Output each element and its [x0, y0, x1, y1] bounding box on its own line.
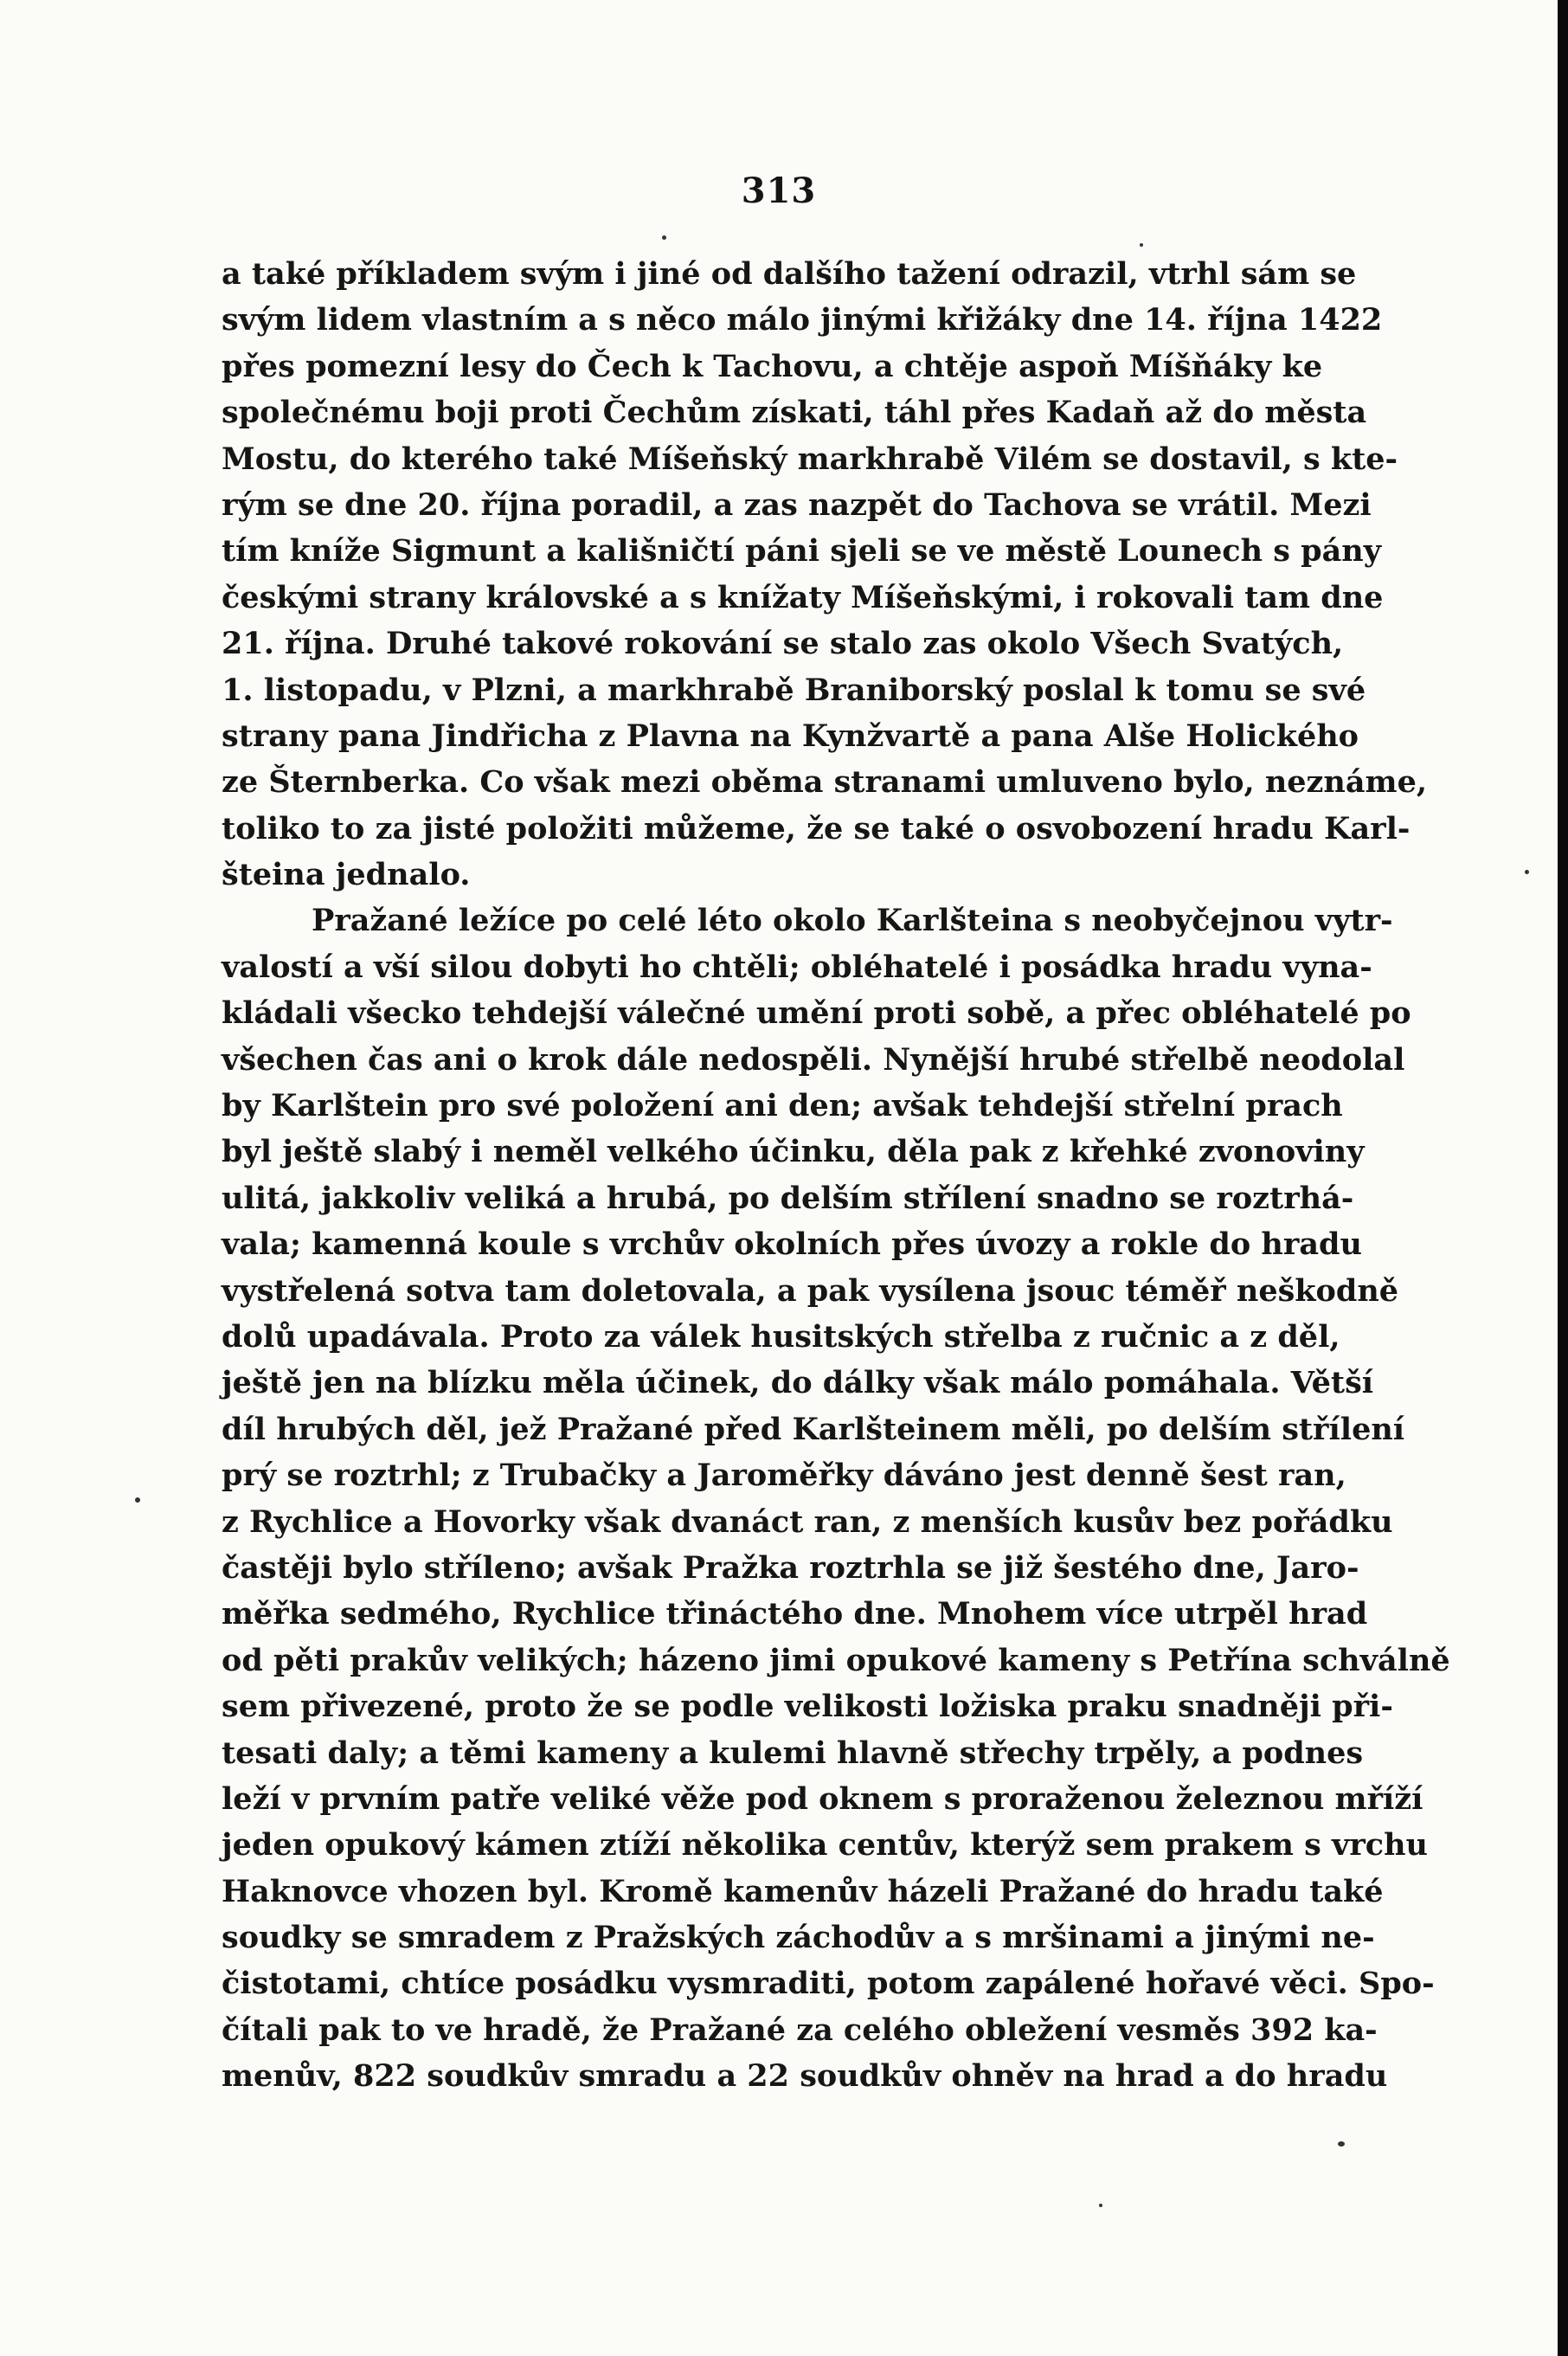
scan-speck: [1525, 870, 1529, 874]
text-line: všechen čas ani o krok dále nedospěli. Nynější hrubé střelbě neodolal: [222, 1041, 1405, 1078]
text-line: 1. listopadu, v Plzni, a markhrabě Braniborský poslal k tomu se své: [222, 672, 1366, 708]
text-line: ještě jen na blízku měla účinek, do dálky však málo pomáhala. Větší: [222, 1365, 1374, 1401]
text-line: Pražané ležíce po celé léto okolo Karlšteina s neobyčejnou vytr-: [312, 903, 1393, 939]
text-line: soudky se smradem z Pražských záchodův a s mršinami a jinými ne-: [222, 1920, 1375, 1956]
scan-speck: [662, 235, 666, 240]
text-line: 21. října. Druhé takové rokování se stalo zas okolo Všech Svatých,: [222, 626, 1344, 662]
text-line: českými strany královské a s knížaty Míšeňskými, i rokovali tam dne: [222, 579, 1384, 615]
text-line: sem přivezené, proto že se podle velikosti ložiska praku snadněji při-: [222, 1689, 1393, 1725]
text-line: by Karlštein pro své položení ani den; avšak tehdejší střelní prach: [222, 1088, 1343, 1124]
text-line: čistotami, chtíce posádku vysmraditi, potom zapálené hořavé věci. Spo-: [222, 1966, 1435, 2002]
text-line: a také příkladem svým i jiné od dalšího tažení odrazil, vtrhl sám se: [222, 256, 1357, 292]
text-line: díl hrubých děl, jež Pražané před Karlšteinem měli, po delším střílení: [222, 1411, 1405, 1447]
text-line: tesati daly; a těmi kameny a kulemi hlavně střechy trpěly, a podnes: [222, 1735, 1364, 1771]
text-line: od pěti prakův velikých; házeno jimi opukové kameny s Petřína schválně: [222, 1642, 1450, 1678]
scan-speck: [1140, 243, 1143, 247]
scan-speck: [1099, 2204, 1102, 2207]
text-line: Mostu, do kterého také Míšeňský markhrabě Vilém se dostavil, s kte-: [222, 441, 1398, 477]
scan-border: [1558, 0, 1568, 2356]
scan-speck: [1338, 2141, 1345, 2147]
text-line: menův, 822 soudkův smradu a 22 soudkův ohněv na hrad a do hradu: [222, 2058, 1388, 2095]
text-line: vala; kamenná koule s vrchův okolních přes úvozy a rokle do hradu: [222, 1226, 1362, 1263]
text-line: vystřelená sotva tam doletovala, a pak vysílena jsouc téměř neškodně: [222, 1272, 1399, 1309]
body-text: [222, 251, 1450, 2100]
text-line: dolů upadávala. Proto za válek husitských střelba z ručnic a z děl,: [222, 1318, 1340, 1355]
text-line: ze Šternberka. Co však mezi oběma stranami umluveno bylo, neznáme,: [222, 764, 1428, 801]
text-line: kládali všecko tehdejší válečné umění proti sobě, a přec obléhatelé po: [222, 995, 1411, 1032]
text-line: čítali pak to ve hradě, že Pražané za celého obležení vesměs 392 ka-: [222, 2012, 1378, 2048]
text-line: toliko to za jisté položiti můžeme, že se také o osvobození hradu Karl-: [222, 810, 1411, 846]
text-line: přes pomezní lesy do Čech k Tachovu, a chtěje aspoň Míšňáky ke: [222, 348, 1323, 384]
text-line: valostí a vší silou dobyti ho chtěli; obléhatelé i posádka hradu vyna-: [222, 949, 1372, 985]
page-number: 313: [741, 171, 817, 211]
text-line: šteina jednalo.: [222, 857, 471, 893]
text-line: rým se dne 20. října poradil, a zas nazpět do Tachova se vrátil. Mezi: [222, 486, 1372, 523]
text-line: ulitá, jakkoliv veliká a hrubá, po delším střílení snadno se roztrhá-: [222, 1180, 1354, 1216]
text-line: častěji bylo stříleno; avšak Pražka roztrhla se již šestého dne, Jaro-: [222, 1549, 1359, 1586]
text-line: společnému boji proti Čechům získati, táhl přes Kadaň až do města: [222, 395, 1367, 431]
text-line: Haknovce vhozen byl. Kromě kamenův házeli Pražané do hradu také: [222, 1873, 1384, 1909]
text-line: měřka sedmého, Rychlice třináctého dne. Mnohem více utrpěl hrad: [222, 1596, 1368, 1632]
text-line: jeden opukový kámen ztíží několika centův, kterýž sem prakem s vrchu: [222, 1827, 1429, 1864]
text-line: svým lidem vlastním a s něco málo jinými křižáky dne 14. října 1422: [222, 302, 1383, 338]
scan-speck: [135, 1497, 140, 1503]
text-line: prý se roztrhl; z Trubačky a Jaroměřky dáváno jest denně šest ran,: [222, 1458, 1346, 1494]
text-line: strany pana Jindřicha z Plavna na Kynžvartě a pana Alše Holického: [222, 718, 1359, 754]
text-line: z Rychlice a Hovorky však dvanáct ran, z menších kusův bez pořádku: [222, 1503, 1393, 1540]
text-line: leží v prvním patře veliké věže pod oknem s proraženou železnou mříží: [222, 1780, 1423, 1817]
text-line: byl ještě slabý i neměl velkého účinku, děla pak z křehké zvonoviny: [222, 1134, 1365, 1170]
text-line: tím kníže Sigmunt a kališničtí páni sjeli se ve městě Lounech s pány: [222, 533, 1382, 570]
